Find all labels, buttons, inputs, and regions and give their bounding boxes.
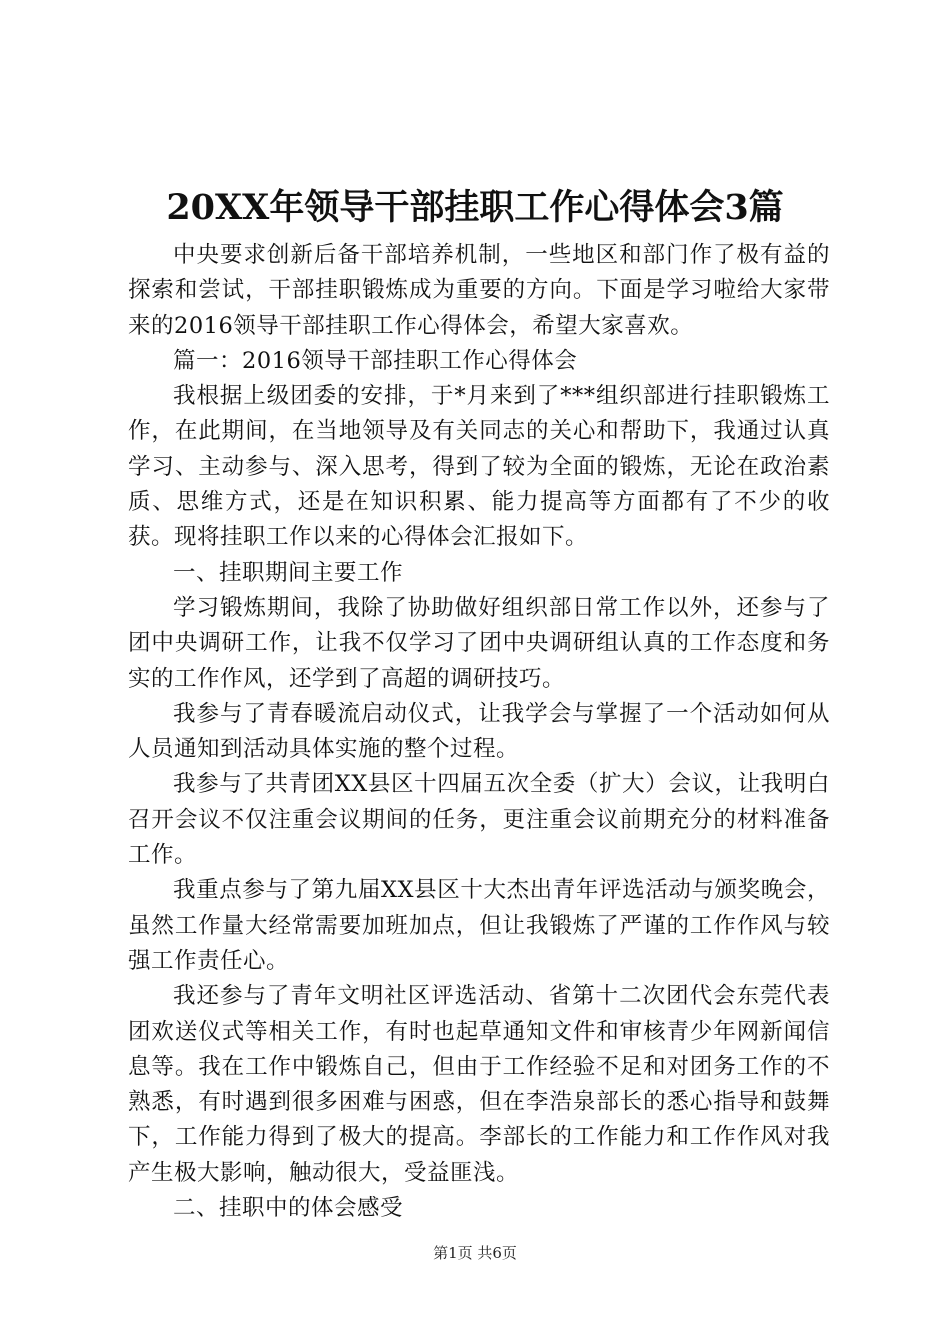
paragraph: 我参与了青春暖流启动仪式，让我学会与掌握了一个活动如何从人员通知到活动具体实施的整个过程。 [128, 700, 830, 763]
paragraph: 我根据上级团委的安排，于*月来到了***组织部进行挂职锻炼工作，在此期间，在当地领导及有关同志的关心和帮助下，我通过认真学习、主动参与、深入思考，得到了较为全面的锻炼，无论在政治素质、思维方式，还是在知识积累、能力提高等方面都有了不少的收获。现将挂职工作以来的心得体会汇报如下。 [128, 383, 830, 551]
paragraph-intro: 中央要求创新后备干部培养机制，一些地区和部门作了极有益的探索和尝试，干部挂职锻炼成为重要的方向。下面是学习啦给大家带来的2016领导干部挂职工作心得体会，希望大家喜欢。 [128, 242, 830, 339]
document-body [128, 238, 830, 1226]
document-title: 20XX年领导干部挂职工作心得体会3篇 [166, 187, 784, 228]
section-heading-part-one: 篇一：2016领导干部挂职工作心得体会 [173, 347, 578, 374]
page-number-footer: 第1页 共6页 [433, 1244, 517, 1262]
paragraph: 我还参与了青年文明社区评选活动、省第十二次团代会东莞代表团欢送仪式等相关工作，有时也起草通知文件和审核青少年网新闻信息等。我在工作中锻炼自己，但由于工作经验不足和对团务工作的不熟悉，有时遇到很多困难与困惑，但在李浩泉部长的悉心指导和鼓舞下，工作能力得到了极大的提高。李部长的工作能力和工作作风对我产生极大影响，触动很大，受益匪浅。 [128, 983, 830, 1186]
section-heading: 二、挂职中的体会感受 [173, 1195, 404, 1222]
paragraph: 学习锻炼期间，我除了协助做好组织部日常工作以外，还参与了团中央调研工作，让我不仅学习了团中央调研组认真的工作态度和务实的工作作风，还学到了高超的调研技巧。 [128, 594, 830, 692]
paragraph: 我重点参与了第九届XX县区十大杰出青年评选活动与颁奖晚会，虽然工作量大经常需要加班加点，但让我锻炼了严谨的工作作风与较强工作责任心。 [128, 877, 830, 974]
section-heading: 一、挂职期间主要工作 [173, 559, 404, 586]
paragraph: 我参与了共青团XX县区十四届五次全委（扩大）会议，让我明白召开会议不仅注重会议期间的任务，更注重会议前期充分的材料准备工作。 [128, 771, 830, 869]
